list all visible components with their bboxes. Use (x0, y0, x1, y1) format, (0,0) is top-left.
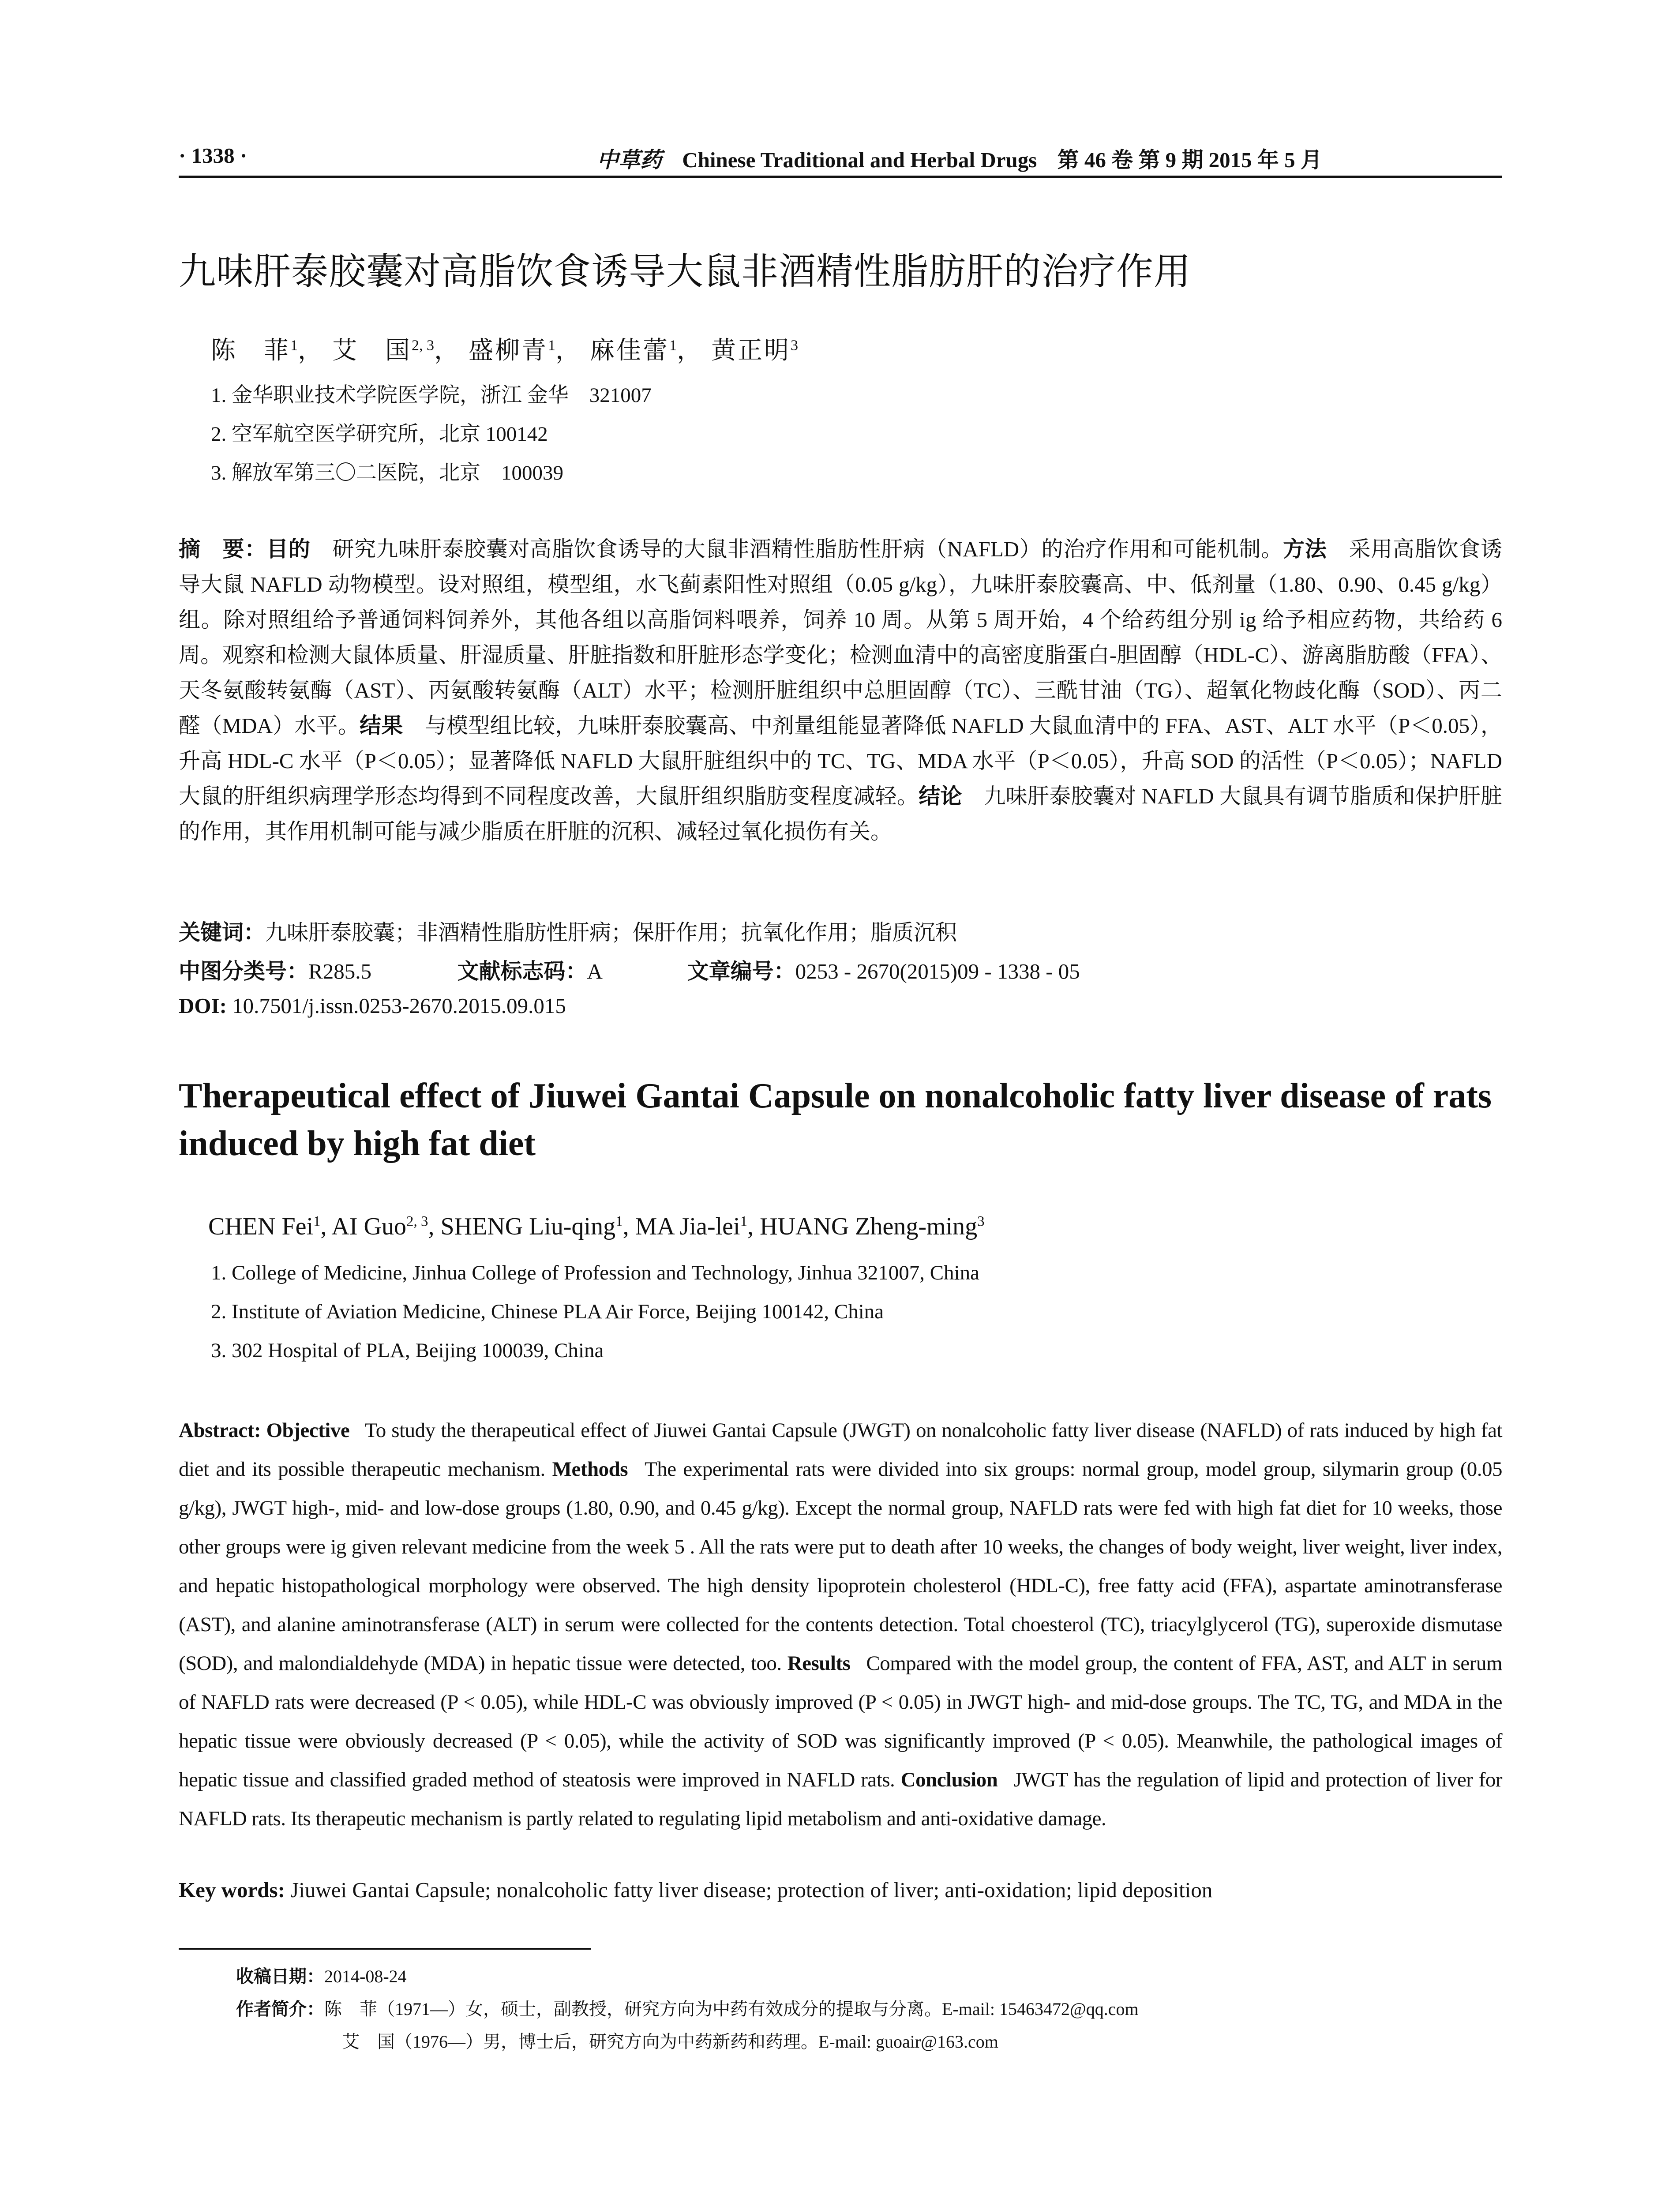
author-separator: , (747, 1213, 760, 1240)
results-label: Results (787, 1652, 851, 1675)
footnote-divider (179, 1948, 591, 1950)
author-name: CHEN Fei (208, 1213, 313, 1240)
author-name: AI Guo (331, 1213, 406, 1240)
author-name: 黄正明 (711, 337, 791, 364)
keywords-text: Jiuwei Gantai Capsule; nonalcoholic fatty liver disease; protection of liver; anti-oxidation; lipid deposition (290, 1878, 1213, 1902)
affiliation-en-1: 1. College of Medicine, Jinhua College of Profession and Technology, Jinhua 321007, China (211, 1261, 979, 1284)
article-no-label: 文章编号： (687, 959, 795, 984)
author-affil-ref: 1 (615, 1213, 623, 1230)
author-name: 陈 菲 (211, 337, 290, 364)
affiliation-en-2: 2. Institute of Aviation Medicine, Chinese PLA Air Force, Beijing 100142, China (211, 1300, 884, 1323)
classification-line (179, 954, 1080, 985)
keywords-text: 九味肝泰胶囊；非酒精性脂肪性肝病；保肝作用；抗氧化作用；脂质沉积 (265, 920, 957, 945)
conclusion-label: 结论 (919, 784, 962, 809)
methods-label: 方法 (1283, 536, 1327, 562)
author-bio-1 (236, 1995, 1139, 2020)
methods-text: 采用高脂饮食诱导大鼠 NAFLD 动物模型。设对照组，模型组，水飞蓟素阳性对照组（0.05 g/kg），九味肝泰胶囊高、中、低剂量（1.80、0.90、0.45 g/kg）组。除对照组给予普通饲料饲养外，其他各组以高脂饲料喂养，饲养 10 周。从第 5 周开始，4 个给药组分别 ig 给予相应药物，共给药 6 周。观察和检测大鼠体质量、肝湿质量、肝脏指数和肝脏形态学变化；检测血清中的高密度脂蛋白-胆固醇（HDL-C）、游离脂肪酸（FFA）、天冬氨酸转氨酶（AST）、丙氨酸转氨酶（ALT）水平；检测肝脏组织中总胆固醇（TC）、三酰甘油（TG）、超氧化物歧化酶（SOD）、丙二醛（MDA）水平。 (179, 537, 1502, 738)
affiliation-cn-3: 3. 解放军第三〇二医院，北京 100039 (211, 461, 563, 484)
conclusion-label: Conclusion (900, 1768, 998, 1791)
received-label: 收稿日期： (236, 1966, 324, 1987)
author-separator: ， (677, 337, 703, 364)
keywords-label: Key words: (179, 1878, 285, 1902)
author-affil-ref: 3 (977, 1213, 985, 1230)
author-separator: , (428, 1213, 441, 1240)
author-separator: ， (434, 337, 461, 364)
author-name: 盛柳青 (469, 337, 548, 364)
author-affil-ref: 1 (548, 337, 555, 354)
journal-name-en: Chinese Traditional and Herbal Drugs (682, 148, 1037, 172)
author-separator: ， (555, 337, 582, 364)
page-number: · 1338 · (179, 143, 248, 168)
objective-label: 目的 (266, 536, 311, 562)
results-label: 结果 (360, 713, 403, 738)
clc-label: 中图分类号： (179, 959, 309, 984)
doc-code-value: A (587, 959, 602, 983)
keywords-en (179, 1877, 1502, 1902)
objective-text: To study the therapeutical effect of Jiuwei Gantai Capsule (JWGT) on nonalcoholic fatty liver disease (NAFLD) of rats induced by high fat diet and its possible therapeutic mechanism. (179, 1419, 1503, 1481)
journal-line (597, 143, 1322, 174)
doi-line (179, 993, 566, 1018)
author-name: 麻佳蕾 (590, 337, 669, 364)
methods-label: Methods (552, 1458, 628, 1481)
abstract-label: Abstract: (179, 1419, 261, 1442)
objective-label: Objective (266, 1419, 350, 1442)
doc-code-label: 文献标志码： (457, 959, 587, 984)
received-date (236, 1962, 407, 1988)
author-affil-ref: 3 (791, 337, 798, 354)
methods-text: The experimental rats were divided into six groups: normal group, model group, silymarin group (0.05 g/kg), JWGT high-, mid- and low-dose groups (1.80, 0.90, and 0.45 g/kg). Except the normal group, NAFLD rats were fed with high fat diet for 10 weeks, those other groups were ig given relevant medicine from the week 5 . All the rats were put to death after 10 weeks, the changes of body weight, liver weight, liver index, and hepatic histopathological morphology were observed. The high density lipoprotein cholesterol (HDL-C), free fatty acid (FFA), aspartate aminotransferase (AST), and alanine aminotransferase (ALT) in serum were collected for the contents detection. Total choesterol (TC), triacylglycerol (TG), superoxide dismutase (SOD), and malondialdehyde (MDA) in hepatic tissue were detected, too. (179, 1458, 1503, 1675)
doi-value: 10.7501/j.issn.0253-2670.2015.09.015 (232, 994, 566, 1018)
paper-title-en: Therapeutical effect of Jiuwei Gantai Capsule on nonalcoholic fatty liver disease of rats induced by high fat diet (179, 1077, 1492, 1163)
bio-label: 作者简介： (236, 1999, 324, 2019)
bio-text: 陈 菲（1971—）女，硕士，副教授，研究方向为中药有效成分的提取与分离。E-mail: 15463472@qq.com (324, 1999, 1139, 2019)
author-separator: ， (298, 337, 324, 364)
article-no-value: 0253 - 2670(2015)09 - 1338 - 05 (795, 959, 1080, 983)
received-value: 2014-08-24 (324, 1966, 407, 1986)
paper-title-cn: 九味肝泰胶囊对高脂饮食诱导大鼠非酒精性脂肪肝的治疗作用 (179, 250, 1192, 293)
keywords-label: 关键词： (179, 920, 266, 945)
author-name: 艾 国 (332, 337, 412, 364)
author-name: HUANG Zheng-ming (760, 1213, 978, 1240)
running-header (179, 140, 1502, 178)
doi-label: DOI: (179, 994, 227, 1018)
keywords-cn (179, 915, 957, 946)
conclusion-text: JWGT has the regulation of lipid and protection of liver for NAFLD rats. Its therapeutic mechanism is partly related to regulating lipid metabolism and anti-oxidative damage. (179, 1768, 1503, 1830)
abstract-label: 摘 要： (179, 536, 267, 562)
author-affil-ref: 1 (740, 1213, 748, 1230)
results-text: 与模型组比较，九味肝泰胶囊高、中剂量组能显著降低 NAFLD 大鼠血清中的 FFA、AST、ALT 水平（P＜0.05），升高 HDL-C 水平（P＜0.05）；显著降低 NAFLD 大鼠肝脏组织中的 TC、TG、MDA 水平（P＜0.05），升高 SOD 的活性（P＜0.05）；NAFLD 大鼠的肝组织病理学形态均得到不同程度改善，大鼠肝组织脂肪变程度减轻。 (179, 713, 1502, 808)
author-affil-ref: 1 (669, 337, 677, 354)
journal-name-cn: 中草药 (597, 147, 662, 173)
conclusion-text: 九味肝泰胶囊对 NAFLD 大鼠具有调节脂质和保护肝脏的作用，其作用机制可能与减少脂质在肝脏的沉积、减轻过氧化损伤有关。 (179, 784, 1502, 844)
author-affil-ref: 2, 3 (406, 1213, 428, 1230)
objective-text: 研究九味肝泰胶囊对高脂饮食诱导的大鼠非酒精性脂肪性肝病（NAFLD）的治疗作用和可能机制。 (332, 537, 1283, 561)
author-affil-ref: 2, 3 (412, 337, 434, 354)
abstract-en (179, 1411, 1502, 1838)
author-affil-ref: 1 (290, 337, 298, 354)
author-name: MA Jia-lei (635, 1213, 740, 1240)
author-affil-ref: 1 (313, 1213, 321, 1230)
affiliation-cn-1: 1. 金华职业技术学院医学院，浙江 金华 321007 (211, 384, 652, 407)
clc-value: R285.5 (308, 959, 371, 983)
journal-issue: 第 46 卷 第 9 期 2015 年 5 月 (1057, 148, 1322, 172)
affiliation-en-3: 3. 302 Hospital of PLA, Beijing 100039, China (211, 1339, 604, 1362)
author-separator: , (622, 1213, 635, 1240)
author-name: SHENG Liu-qing (440, 1213, 616, 1240)
affiliation-cn-2: 2. 空军航空医学研究所，北京 100142 (211, 423, 548, 446)
author-list-cn (211, 331, 1490, 366)
results-text: Compared with the model group, the content of FFA, AST, and ALT in serum of NAFLD rats were decreased (P < 0.05), while HDL-C was obviously improved (P < 0.05) in JWGT high- and mid-dose groups. The TC, TG, and MDA in the hepatic tissue were obviously decreased (P < 0.05), while the activity of SOD was significantly improved (P < 0.05). Meanwhile, the pathological images of hepatic tissue and classified graded method of steatosis were improved in NAFLD rats. (179, 1652, 1502, 1791)
author-separator: , (320, 1213, 332, 1240)
abstract-cn (179, 532, 1502, 849)
author-bio-2: 艾 国（1976—）男，博士后，研究方向为中药新药和药理。E-mail: guoair@163.com (342, 2032, 998, 2052)
author-list-en (208, 1212, 1488, 1241)
